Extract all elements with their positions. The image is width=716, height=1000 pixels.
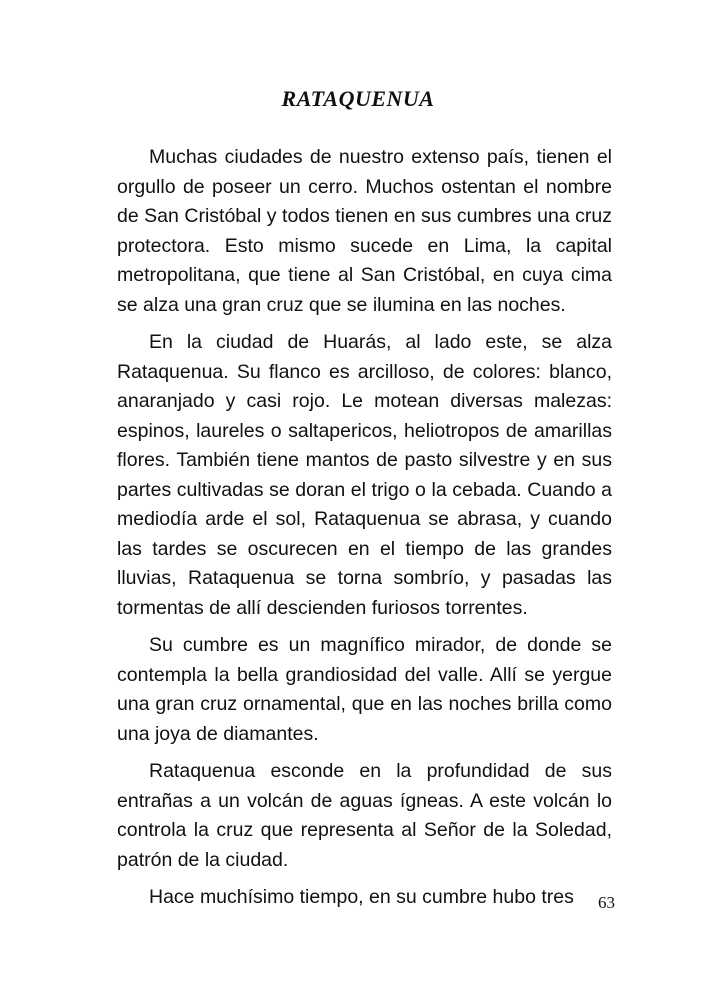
body-text bbox=[117, 143, 612, 921]
paragraph-4: Rataquenua esconde en la profundidad de sus entrañas a un volcán de aguas ígneas. A este volcán lo controla la cruz que representa al Señor de la Soledad, patrón de la ciudad. bbox=[117, 760, 612, 871]
page-number: 63 bbox=[598, 893, 615, 912]
paragraph-3: Su cumbre es un magnífico mirador, de donde se contempla la bella grandiosidad del valle. Allí se yergue una gran cruz ornamental, que en las noches brilla como una joya de diamantes. bbox=[117, 634, 612, 745]
chapter-title: RATAQUENUA bbox=[281, 86, 435, 111]
paragraph-5: Hace muchísimo tiempo, en su cumbre hubo tres bbox=[149, 886, 574, 908]
paragraph-1: Muchas ciudades de nuestro extenso país, tienen el orgullo de poseer un cerro. Muchos ostentan el nombre de San Cristóbal y todos tienen en sus cumbres una cruz protectora. Esto mismo sucede en Lima, la capital metropolitana, que tiene al San Cristóbal, en cuya cima se alza una gran cruz que se ilumina en las noches. bbox=[117, 146, 612, 316]
paragraph-2: En la ciudad de Huarás, al lado este, se alza Rataquenua. Su flanco es arcilloso, de colores: blanco, anaranjado y casi rojo. Le motean diversas malezas: espinos, laureles o saltapericos, heliotropos de amarillas flores. También tiene mantos de pasto silvestre y en sus partes cultivadas se doran el trigo o la cebada. Cuando a mediodía arde el sol, Rataquenua se abrasa, y cuando las tardes se oscurecen en el tiempo de las grandes lluvias, Rataquenua se torna sombrío, y pasadas las tormentas de allí descienden furiosos torrentes. bbox=[117, 331, 612, 619]
